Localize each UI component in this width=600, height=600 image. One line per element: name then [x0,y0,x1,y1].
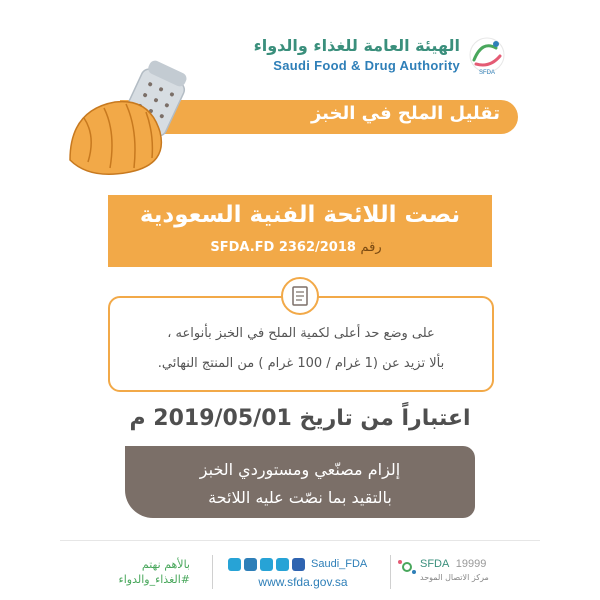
org-name-arabic: الهيئة العامة للغذاء والدواء [253,36,460,55]
footer-separator-2 [390,555,391,589]
social-handle[interactable]: Saudi_FDA [311,558,368,570]
footer-hashtag[interactable]: #الغذاء_والدواء [118,573,190,586]
instagram-icon[interactable] [260,558,273,571]
youtube-icon[interactable] [276,558,289,571]
regulation-number-value: SFDA.FD 2362/2018 [210,240,356,255]
footer-separator [212,555,213,589]
footer-slogan: بالأهم نهتم [141,558,190,571]
call-number[interactable]: 19999 [455,558,487,570]
footer-divider [60,540,540,541]
document-icon [280,276,320,316]
org-name-english: Saudi Food & Drug Authority [273,58,460,73]
regulation-number-label: رقم [360,240,382,255]
call-center-number [420,558,540,570]
obligation-box [125,446,475,518]
regulation-title: نصت اللائحة الفنية السعودية [139,202,461,228]
call-center-label: مركز الاتصال الموحد [420,573,489,582]
facebook-icon[interactable] [292,558,305,571]
sfda-label: SFDA [420,558,449,570]
details-line-1: على وضع حد أعلى لكمية الملح في الخبز بأنواعه ، [167,326,435,341]
obligation-line-1: إلزام مصنّعي ومستوردي الخبز [199,460,401,479]
social-links [228,555,378,573]
regulation-number [108,240,492,255]
obligation-line-2: بالتقيد بما نصّت عليه اللائحة [208,488,392,507]
effective-date: اعتباراً من تاريخ 2019/05/01 م [129,406,471,431]
snapchat-icon[interactable] [244,558,257,571]
banner-title: تقليل الملح في الخبز [310,103,500,124]
website-link[interactable]: www.sfda.gov.sa [258,575,348,589]
twitter-icon[interactable] [228,558,241,571]
logo-badge: SFDA [478,70,496,76]
details-line-2: بألا تزيد عن (1 غرام / 100 غرام ) من المنتج النهائي. [157,356,445,371]
sfda-footer-logo-icon [396,556,418,578]
sfda-logo-icon [462,30,512,80]
